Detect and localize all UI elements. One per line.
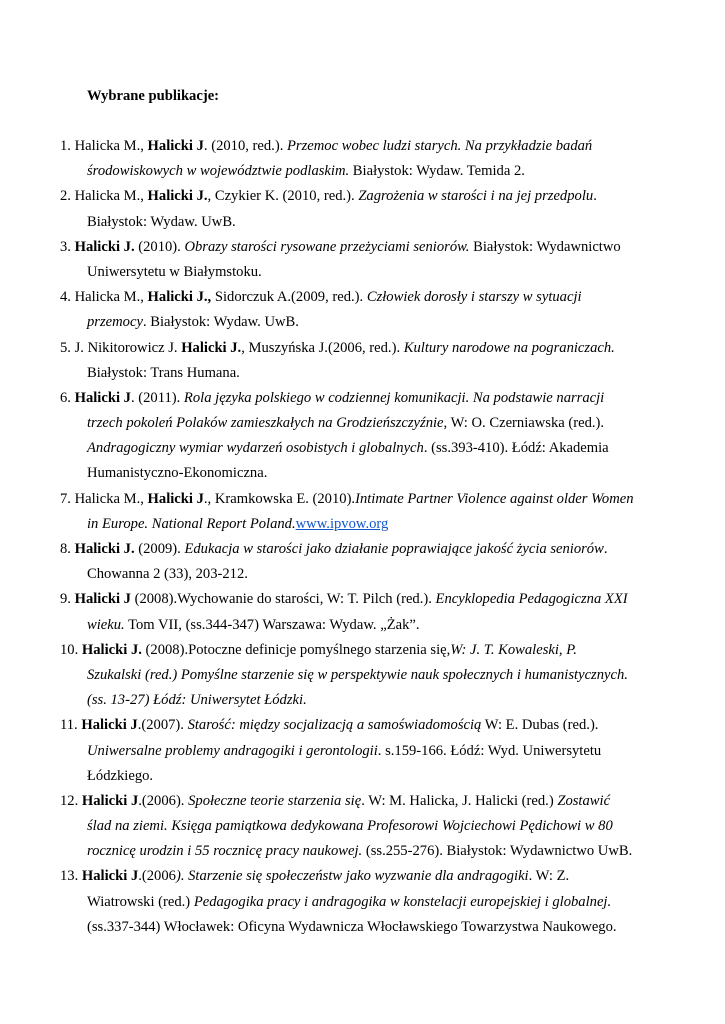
citation-text: 3. bbox=[60, 238, 75, 255]
website-link[interactable]: www.ipvow.org bbox=[295, 515, 389, 532]
publication-line bbox=[60, 386, 660, 411]
title-italic: Starość: między socjalizacją a samoświadomością bbox=[187, 717, 482, 734]
title-italic: Edukacja w starości jako działanie poprawiające jakość życia seniorów bbox=[184, 541, 604, 557]
title-italic: Szukalski (red.) Pomyślne starzenie się w perspektywie nauk społecznych i humanistycznych. bbox=[87, 666, 628, 683]
publication-item bbox=[60, 386, 660, 487]
citation-text: .(2006 bbox=[138, 868, 176, 885]
title-italic: (ss. 13-27) Łódź: Uniwersytet Łódzki. bbox=[87, 692, 307, 709]
title-italic: in Europe. National Report Poland. bbox=[87, 515, 296, 532]
publication-item bbox=[60, 864, 660, 940]
citation-text: . Białystok: Wydaw. UwB. bbox=[142, 314, 299, 331]
title-italic: trzech pokoleń Polaków zamieszkałych na Grodzieńszczyźnie bbox=[87, 415, 444, 432]
author-name-bold: Halicki J bbox=[74, 389, 131, 406]
author-name-bold: Halicki J bbox=[147, 490, 204, 507]
citation-text: Humanistyczno-Ekonomiczna. bbox=[87, 465, 268, 482]
publication-line bbox=[60, 915, 660, 940]
publication-item bbox=[60, 487, 660, 537]
author-name-bold: Halicki J. bbox=[147, 188, 208, 205]
publication-line bbox=[60, 260, 660, 285]
publication-item bbox=[60, 638, 660, 714]
publication-line bbox=[60, 789, 660, 814]
citation-text: (ss.255-276). Białystok: Wydawnictwo UwB. bbox=[362, 843, 633, 860]
citation-text: . (ss.393-410). Łódź: Akademia bbox=[423, 440, 609, 457]
publication-item bbox=[60, 713, 660, 789]
title-italic: Rola języka polskiego w codziennej komunikacji. Na podstawie narracji bbox=[183, 389, 605, 406]
citation-text: . W: Z. bbox=[528, 868, 570, 885]
citation-text: 8. bbox=[60, 541, 75, 557]
publication-item bbox=[60, 336, 660, 386]
citation-text: 7. Halicka M., bbox=[60, 490, 148, 507]
citation-text: , W: O. Czerniawska (red.). bbox=[443, 415, 605, 432]
publication-line bbox=[60, 411, 660, 436]
citation-text: 5. J. Nikitorowicz J. bbox=[60, 339, 182, 356]
publication-line bbox=[60, 159, 660, 184]
title-italic: Przemoc wobec ludzi starych. Na przykładzie badań bbox=[287, 138, 593, 154]
citation-text: .(2006). bbox=[138, 792, 189, 809]
citation-text: Białystok: Wydawnictwo bbox=[469, 238, 621, 255]
publication-item bbox=[60, 285, 660, 335]
title-italic: Encyklopedia Pedagogiczna XXI bbox=[435, 591, 628, 608]
title-italic: ). Starzenie się społeczeństw jako wyzwanie dla andragogiki bbox=[175, 868, 529, 885]
publication-line bbox=[60, 713, 660, 738]
publication-list bbox=[60, 134, 660, 940]
publication-line bbox=[60, 638, 660, 663]
citation-text: Wiatrowski (red.) bbox=[87, 893, 194, 910]
publication-item bbox=[60, 184, 660, 234]
citation-text: 6. bbox=[60, 389, 75, 406]
citation-text: W: E. Dubas (red.). bbox=[481, 717, 599, 734]
publication-line bbox=[60, 361, 660, 386]
publication-line bbox=[60, 487, 660, 512]
publication-line bbox=[60, 890, 660, 915]
publication-item bbox=[60, 587, 660, 637]
citation-text: (ss.337-344) Włocławek: Oficyna Wydawnicza Włocławskiego Towarzystwa Naukowego. bbox=[87, 918, 617, 935]
citation-text: 11. bbox=[60, 717, 82, 734]
citation-text: Uniwersytetu w Białymstoku. bbox=[87, 263, 262, 280]
publication-item bbox=[60, 537, 660, 587]
publication-line bbox=[60, 184, 660, 209]
title-italic: Kultury narodowe na pograniczach. bbox=[403, 339, 615, 356]
title-italic: Zostawić bbox=[557, 792, 611, 809]
title-italic: wieku. bbox=[87, 616, 125, 633]
publication-line bbox=[60, 613, 660, 638]
publication-line bbox=[60, 814, 660, 839]
citation-text: .(2007). bbox=[137, 717, 188, 734]
citation-text: (2008).Potoczne definicje pomyślnego starzenia się, bbox=[141, 641, 451, 658]
publication-line bbox=[60, 512, 660, 537]
citation-text: . W: M. Halicka, J. Halicki (red.) bbox=[361, 792, 558, 809]
publication-line bbox=[60, 739, 660, 764]
title-italic: Andragogiczny wymiar wydarzeń osobistych i globalnych bbox=[87, 440, 424, 457]
citation-text: . s.159-166. Łódź: Wyd. Uniwersytetu bbox=[377, 742, 602, 759]
author-name-bold: Halicki J bbox=[147, 138, 204, 154]
title-italic: Zagrożenia w starości i na jej przedpolu bbox=[358, 188, 594, 205]
citation-text: Tom VII, (ss.344-347) Warszawa: Wydaw. „Żak”. bbox=[124, 616, 420, 633]
citation-text: Sidorczuk A.(2009, red.). bbox=[211, 289, 367, 306]
author-name-bold: Halicki J bbox=[81, 717, 138, 734]
author-name-bold: Halicki J., bbox=[147, 289, 212, 306]
citation-text: 2. Halicka M., bbox=[60, 188, 148, 205]
title-italic: ślad na ziemi. Księga pamiątkowa dedykowana Profesorowi Wojciechowi Pędichowi w 80 bbox=[87, 818, 613, 835]
title-italic: Człowiek dorosły i starszy w sytuacji bbox=[366, 289, 582, 306]
citation-text: Białystok: Wydaw. Temida 2. bbox=[349, 163, 525, 180]
publication-line bbox=[60, 285, 660, 310]
publication-line bbox=[60, 310, 660, 335]
citation-text: Chowanna 2 (33), 203-212. bbox=[87, 566, 248, 583]
publication-line bbox=[60, 336, 660, 361]
publication-line bbox=[60, 134, 660, 159]
citation-text: . (2011). bbox=[130, 389, 184, 406]
citation-text: 10. bbox=[60, 641, 82, 658]
title-italic: Obrazy starości rysowane przeżyciami seniorów. bbox=[184, 238, 470, 255]
citation-text: 4. Halicka M., bbox=[60, 289, 148, 306]
publication-line bbox=[60, 235, 660, 260]
publication-line bbox=[60, 562, 660, 587]
author-name-bold: Halicki J. bbox=[74, 541, 135, 557]
author-name-bold: Halicki J. bbox=[74, 238, 135, 255]
title-italic: rocznicę urodzin i 55 rocznicę pracy naukowej. bbox=[87, 843, 363, 860]
citation-text: Białystok: Wydaw. UwB. bbox=[87, 213, 236, 230]
publication-line bbox=[60, 436, 660, 461]
citation-text: . bbox=[593, 188, 597, 205]
citation-text: . bbox=[603, 541, 608, 557]
citation-text: 9. bbox=[60, 591, 75, 608]
title-italic: środowiskowych w województwie podlaskim. bbox=[87, 163, 350, 180]
title-italic: przemocy bbox=[87, 314, 143, 331]
publication-line bbox=[60, 537, 660, 562]
title-italic: Intimate Partner Violence against older Women bbox=[355, 490, 634, 507]
publication-item bbox=[60, 789, 660, 865]
publication-line bbox=[60, 764, 660, 789]
citation-text: 13. bbox=[60, 868, 82, 885]
citation-text: . (2010, red.). bbox=[203, 138, 287, 154]
title-italic: Pedagogika pracy i andragogika w konstelacji europejskiej i globalnej. bbox=[193, 893, 612, 910]
citation-text: (2008).Wychowanie do starości, W: T. Pilch (red.). bbox=[130, 591, 436, 608]
title-italic: Społeczne teorie starzenia się bbox=[188, 792, 362, 809]
citation-text: ., Kramkowska E. (2010). bbox=[203, 490, 356, 507]
citation-text: (2010). bbox=[134, 238, 185, 255]
citation-text: Łódzkiego. bbox=[87, 767, 154, 784]
publication-line bbox=[60, 864, 660, 889]
title-italic: W: J. T. Kowaleski, P. bbox=[450, 641, 577, 658]
publication-line bbox=[60, 663, 660, 688]
citation-text: , Muszyńska J.(2006, red.). bbox=[241, 339, 404, 356]
publication-item bbox=[60, 134, 660, 184]
title-italic: Uniwersalne problemy andragogiki i gerontologii bbox=[87, 742, 378, 759]
citation-text: 12. bbox=[60, 792, 82, 809]
publication-item bbox=[60, 235, 660, 285]
author-name-bold: Halicki J. bbox=[81, 641, 142, 658]
author-name-bold: Halicki J bbox=[81, 868, 139, 885]
author-name-bold: Halicki J. bbox=[181, 339, 242, 356]
author-name-bold: Halicki J bbox=[81, 792, 139, 809]
publication-line bbox=[60, 210, 660, 235]
author-name-bold: Halicki J bbox=[74, 591, 131, 608]
citation-text: , Czykier K. (2010, red.). bbox=[207, 188, 359, 205]
citation-text: (2009). bbox=[134, 541, 185, 557]
publication-line bbox=[60, 839, 660, 864]
section-heading: Wybrane publikacje: bbox=[87, 88, 220, 104]
citation-text: 1. Halicka M., bbox=[60, 138, 148, 154]
citation-text: Białystok: Trans Humana. bbox=[87, 364, 240, 381]
publication-line bbox=[60, 461, 660, 486]
publication-line bbox=[60, 688, 660, 713]
publication-line bbox=[60, 587, 660, 612]
